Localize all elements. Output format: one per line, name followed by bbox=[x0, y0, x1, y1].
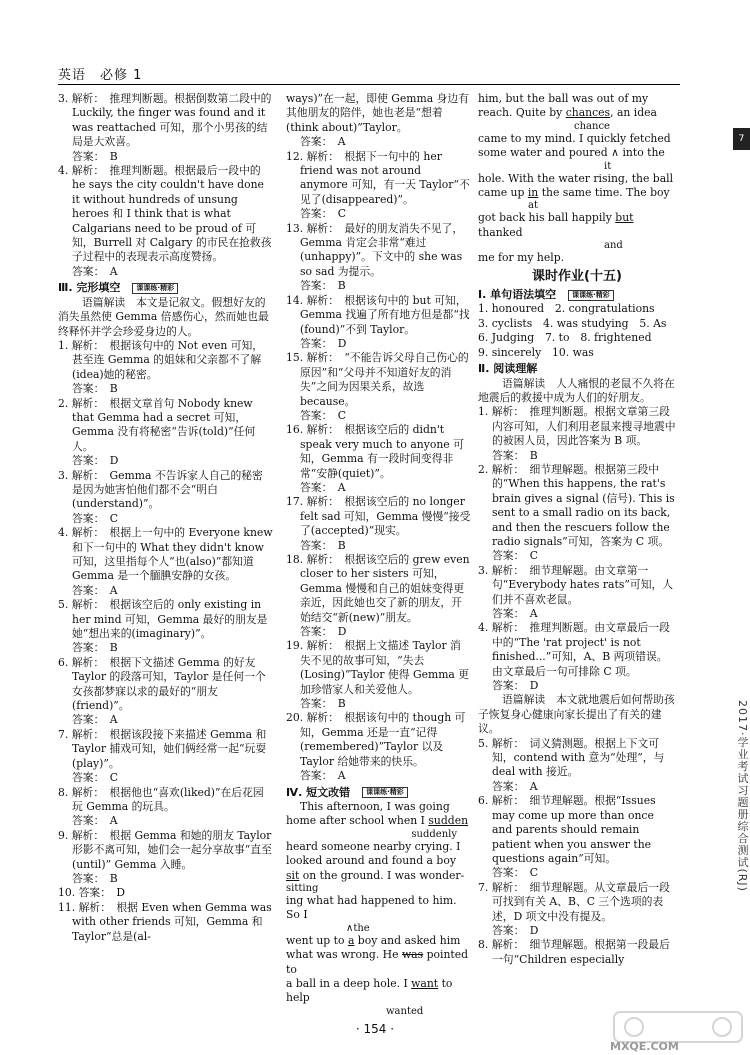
correction: wanted bbox=[386, 1005, 424, 1017]
answer-item: 14. 解析： 根据该句中的 but 可知，Gemma 找遍了所有地方但是都“找(found)”不到 Taylor。 bbox=[286, 293, 470, 336]
correction: ∧the bbox=[346, 922, 370, 934]
answer-key: 答案： B bbox=[72, 871, 118, 885]
column-middle bbox=[286, 92, 471, 1017]
correction: and bbox=[604, 240, 623, 252]
passage-summary: 语篇解读 本文是记叙文。假想好友的消失虽然使 Gemma 倍感伤心，然而她也最终释怀并学会珍爱身边的人。 bbox=[58, 295, 269, 338]
correction: it bbox=[604, 160, 612, 172]
error-word: a bbox=[347, 933, 355, 947]
essay-line: went up to a boy and asked him bbox=[286, 933, 461, 947]
answer-key: 答案： B bbox=[300, 538, 346, 552]
text-line: ways)”在一起，即使 Gemma 身边有其他朋友的陪伴，她也老是“想着(think about)”Taylor。 bbox=[286, 92, 470, 134]
answer-item: 4. 解析： 推理判断题。根据最后一段中的 he says the city couldn't have done it without hundreds of unsung heroes 和 I think that is what Calgarians need to be proud of 可知，Burrell 对 Calgary 的市民在抢救孩子过程中的表现表示高度赞扬。 bbox=[58, 164, 272, 264]
answer-key: 答案： A bbox=[72, 264, 118, 278]
exercise-tag-icon: 课课练·精彩 bbox=[362, 787, 408, 798]
answer-key: 答案： A bbox=[300, 135, 346, 149]
side-banner-text: 2017·学业考试习题册综合测试(RJ) bbox=[736, 700, 749, 892]
error-word: sit bbox=[286, 868, 300, 882]
answer-key: 答案： D bbox=[492, 679, 539, 693]
text-line: 6. Judging 7. to 8. frightened bbox=[478, 331, 652, 345]
answer-key: 答案： C bbox=[300, 408, 347, 422]
watermark-text: MXQE.COM bbox=[610, 1040, 679, 1053]
section-heading: Ⅲ. 完形填空 课课练·精彩 bbox=[58, 281, 273, 295]
header-rule bbox=[58, 84, 680, 85]
correction: sitting bbox=[286, 882, 319, 894]
correction: at bbox=[528, 200, 538, 212]
column-left bbox=[58, 92, 273, 944]
answer-key: 答案： C bbox=[492, 866, 539, 880]
passage-summary: 语篇解读 本文就地震后如何帮助孩子恢复身心健康向家长提出了有关的建议。 bbox=[478, 693, 675, 736]
answer-item: 6. 解析： 根据下文描述 Gemma 的好友 Taylor 的段落可知，Taylor 是任何一个女孩都梦寐以求的最好的“朋友(friend)”。 bbox=[58, 655, 266, 713]
error-word: chances bbox=[565, 106, 611, 120]
answer-item: 10. 答案： D bbox=[58, 886, 126, 900]
essay-line: reach. Quite by chances, an idea bbox=[478, 106, 657, 120]
answer-item: 6. 解析： 细节理解题。根据“Issues may come up more than once and parents should remain patient when you answer the questions again”可知。 bbox=[478, 794, 656, 865]
text-line: 1. honoured 2. congratulations bbox=[478, 302, 655, 316]
answer-key: 答案： B bbox=[300, 279, 346, 293]
answer-item: 3. 解析： 细节理解题。由文章第一句“Everybody hates rats”可知，人们并不喜欢老鼠。 bbox=[478, 563, 674, 606]
deleted-word: was bbox=[401, 948, 424, 962]
answer-item: 5. 解析： 词义猜测题。根据上下文可知，contend with 意为“处理”，与 deal with 接近。 bbox=[478, 736, 665, 779]
passage-summary: 语篇解读 人人痛恨的老鼠不久将在地震后的救援中成为人们的好朋友。 bbox=[478, 376, 675, 404]
answer-key: 答案： C bbox=[300, 207, 347, 221]
answer-key: 答案： C bbox=[72, 511, 119, 525]
answer-item: 4. 解析： 根据上一句中的 Everyone knew 和下一句中的 What they didn't know 可知，这里指每个人“也(also)”都知道 Gemma 是一个腼腆安静的女孩。 bbox=[58, 526, 273, 583]
section-heading: Ⅰ. 单句语法填空 课课练·精彩 bbox=[478, 288, 676, 302]
answer-key: 答案： B bbox=[72, 641, 118, 655]
essay-line: looked around and found a boy bbox=[286, 854, 456, 868]
answer-item: 2. 解析： 细节理解题。根据第三段中的“When this happens, the rat's brain gives a signal (信号). This is sent to a small radio on its back, and then the rescuers follow the radio signals”可知，答案为 C 项。 bbox=[478, 462, 675, 548]
answer-key: 答案： A bbox=[492, 607, 538, 620]
correction: suddenly bbox=[411, 828, 457, 840]
error-correction-essay bbox=[286, 800, 471, 1017]
answer-item: 1. 解析： 推理判断题。根据文章第三段内容可知，人们利用老鼠来搜寻地震中的被困人员，因此答案为 B 项。 bbox=[478, 405, 676, 448]
answer-item: 7. 解析： 细节理解题。从文章最后一段可找到有关 A、B、C 三个选项的表述，D 项文中没有提及。 bbox=[478, 880, 670, 923]
section-heading: Ⅳ. 短文改错 课课练·精彩 bbox=[286, 786, 471, 800]
answer-key: 答案： B bbox=[72, 382, 118, 396]
essay-line: me for my help. bbox=[478, 251, 565, 265]
essay-line: ing what had happened to him. So I bbox=[286, 893, 457, 922]
answer-item: 3. 解析： 推理判断题。根据倒数第二段中的 Luckily, the finger was found and it was reattached 可知，那个小男孩的结局是大欢喜。 bbox=[58, 92, 272, 149]
section-title: 课时作业(十五) bbox=[532, 268, 622, 284]
answer-item: 1. 解析： 根据该句中的 Not even 可知，甚至连 Gemma 的姐妹和父亲都不了解(idea)她的秘密。 bbox=[58, 338, 264, 381]
answer-item: 18. 解析： 根据该空后的 grew even closer to her sisters 可知，Gemma 慢慢和自己的姐妹变得更亲近，因此她也交了新的朋友，开始结交“新(new)”朋友。 bbox=[286, 553, 470, 624]
answer-key: 答案： A bbox=[300, 480, 346, 494]
page-header-title: 英语 必修 1 bbox=[58, 68, 143, 83]
answer-item: 7. 解析： 根据该段接下来描述 Gemma 和 Taylor 捕戏可知，她们俩经常一起“玩耍(play)”。 bbox=[58, 727, 267, 770]
answer-key: 答案： A bbox=[72, 583, 118, 597]
answer-item: 12. 解析： 根据下一句中的 her friend was not around anymore 可知，有一天 Taylor“不见了(disappeared)”。 bbox=[286, 149, 470, 206]
answer-item: 17. 解析： 根据该空后的 no longer felt sad 可知，Gemma 慢慢“接受了(accepted)”现实。 bbox=[286, 495, 471, 538]
answer-key: 答案： D bbox=[492, 923, 539, 937]
answer-item: 8. 解析： 根据他也“喜欢(liked)”在后花园玩 Gemma 的玩具。 bbox=[58, 785, 264, 813]
answer-item: 11. 解析： 根据 Even when Gemma was with other friends 可知，Gemma 和 Taylor“总是(al- bbox=[58, 900, 272, 943]
exercise-tag-icon: 课课练·精彩 bbox=[568, 290, 614, 301]
essay-line: some water and poured ∧ into the bbox=[478, 146, 665, 160]
answer-item: 5. 解析： 根据该空后的 only existing in her mind 可知，Gemma 最好的朋友是她“想出来的(imaginary)”。 bbox=[58, 598, 268, 641]
essay-line: This afternoon, I was going bbox=[300, 799, 450, 813]
answer-key: 答案： A bbox=[72, 814, 118, 828]
answer-key: 答案： B bbox=[72, 149, 118, 163]
text-line: 9. sincerely 10. was bbox=[478, 345, 594, 359]
answer-key: 答案： C bbox=[72, 771, 119, 785]
error-correction-essay-continued bbox=[478, 92, 676, 266]
essay-line: came up in the same time. The boy bbox=[478, 186, 670, 200]
answer-item: 20. 解析： 根据该句中的 though 可知，Gemma 还是一直“记得(remembered)”Taylor 以及 Taylor 给她带来的快乐。 bbox=[286, 711, 466, 768]
answer-item: 15. 解析： “不能告诉父母自己伤心的原因”和“父母并不知道好友的消失”之间为因果关系，故选 because。 bbox=[286, 351, 469, 408]
text-line: 3. cyclists 4. was studying 5. As bbox=[478, 316, 667, 330]
chapter-tab: 7 bbox=[733, 128, 750, 150]
page-number: · 154 · bbox=[355, 1022, 395, 1036]
essay-line: sit on the ground. I was wonder- bbox=[286, 868, 465, 882]
answer-key: 答案： C bbox=[492, 549, 539, 563]
essay-line: hole. With the water rising, the ball bbox=[478, 171, 674, 185]
answer-key: 答案： B bbox=[492, 448, 538, 462]
correction: chance bbox=[574, 120, 610, 132]
answer-key: 答案： D bbox=[300, 336, 347, 350]
column-right bbox=[478, 92, 676, 967]
exercise-tag-icon: 课课练·精彩 bbox=[132, 283, 178, 294]
answer-item: 3. 解析： Gemma 不告诉家人自己的秘密是因为她害怕他们都不会“明白(understand)”。 bbox=[58, 468, 263, 511]
answer-key: 答案： A bbox=[72, 713, 118, 727]
error-word: in bbox=[527, 186, 539, 200]
answer-key: 答案： B bbox=[300, 697, 346, 711]
essay-line: a ball in a deep hole. I want to help bbox=[286, 976, 453, 1005]
answer-item: 2. 解析： 根据文章首句 Nobody knew that Gemma had a secret 可知，Gemma 没有将秘密“告诉(told)”任何人。 bbox=[58, 396, 256, 453]
answer-item: 8. 解析： 细节理解题。根据第一段最后一句“Children especially bbox=[478, 938, 670, 966]
answer-item: 4. 解析： 推理判断题。由文章最后一段中的“The 'rat project' is not finished...”可知，A、B 两项错误。由文章最后一句可排除 C 项。 bbox=[478, 621, 670, 678]
answer-item: 16. 解析： 根据该空后的 didn't speak very much to anyone 可知，Gemma 有一段时间变得非常“安静(quiet)”。 bbox=[286, 423, 464, 480]
error-word: but bbox=[615, 211, 634, 225]
answer-key: 答案： A bbox=[300, 769, 346, 783]
answer-key: 答案： A bbox=[492, 779, 538, 793]
essay-line: got back his ball happily but thanked bbox=[478, 211, 634, 239]
answer-item: 19. 解析： 根据上文描述 Taylor 消失不见的故事可知，“失去(Losing)”Taylor 使得 Gemma 更加珍惜家人和关爱他人。 bbox=[286, 639, 470, 696]
essay-line: what was wrong. He was pointed to bbox=[286, 948, 469, 976]
essay-line: heard someone nearby crying. I bbox=[286, 839, 461, 853]
answer-key: 答案： D bbox=[72, 454, 119, 468]
answer-item: 9. 解析： 根据 Gemma 和她的朋友 Taylor 形影不离可知，她们会一起分享故事“直至(until)” Gemma 入睡。 bbox=[58, 828, 272, 871]
answer-item: 13. 解析： 最好的朋友消失不见了，Gemma 肯定会非常“难过(unhappy)”。下文中的 she was so sad 为提示。 bbox=[286, 221, 464, 278]
section-heading: Ⅱ. 阅读理解 bbox=[478, 362, 538, 376]
essay-line: came to my mind. I quickly fetched bbox=[478, 131, 671, 145]
error-word: want bbox=[411, 976, 439, 990]
answer-key: 答案： D bbox=[300, 625, 347, 639]
error-word: sudden bbox=[428, 814, 469, 828]
essay-line: him, but the ball was out of my bbox=[478, 92, 649, 105]
essay-line: home after school when I sudden bbox=[286, 814, 469, 828]
